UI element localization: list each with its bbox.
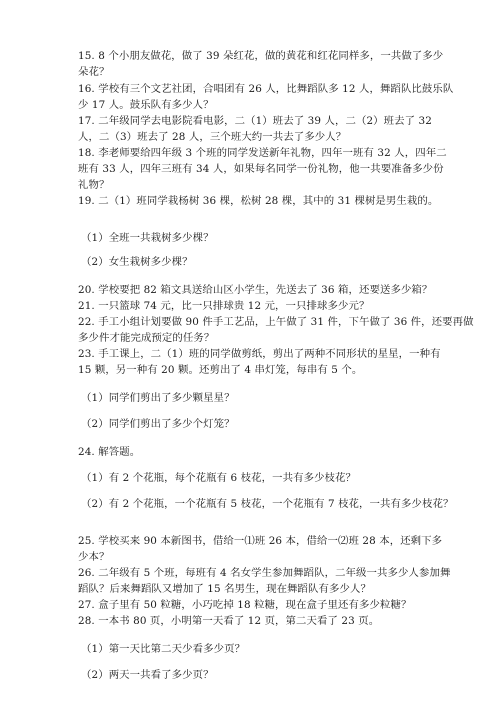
q15-line-2: 朵花？	[78, 66, 110, 78]
q24-sub-1: （1）有 2 个花瓶，每个花瓶有 6 枝花，一共有多少枝花？	[81, 472, 357, 484]
q22-line-1: 22. 手工小组计划要做 90 件手工艺品，上午做了 31 件，下午做了 36 件，还要再做	[78, 316, 474, 328]
q17-line-1: 17. 二年级同学去电影院看电影，二（1）班去了 39 人，二（2）班去了 32	[78, 115, 432, 127]
q20-line-1: 20. 学校要把 82 箱文具送给山区小学生，先送去了 36 箱，还要送多少箱？	[78, 284, 433, 296]
q23-sub-1: （1）同学们剪出了多少颗星星？	[81, 392, 235, 404]
q28-sub-1: （1）第一天比第二天少看多少页？	[81, 643, 246, 655]
q15-line-1: 15. 8 个小朋友做花，做了 39 朵红花，做的黄花和红花同样多，一共做了多少	[78, 50, 444, 62]
q19-sub-2: （2）女生栽树多少棵？	[81, 256, 193, 268]
q21-line-1: 21. 一只篮球 74 元，比一只排球贵 12 元，一只排球多少元？	[78, 300, 370, 312]
q26-line-1: 26. 二年级有 5 个班，每班有 4 名女学生参加舞蹈队，二年级一共多少人参加舞	[78, 567, 451, 579]
q24-sub-2: （2）有 2 个花瓶，一个花瓶有 5 枝花，一个花瓶有 7 枝花，一共有多少枝花？	[81, 498, 454, 510]
q17-line-2: 人，二（3）班去了 28 人，三个班大约一共去了多少人？	[78, 131, 347, 143]
q24-line-1: 24. 解答题。	[78, 446, 141, 458]
q18-line-3: 礼物？	[78, 179, 110, 191]
q23-line-1: 23. 手工课上，二（1）班的同学做剪纸，剪出了两种不同形状的星星，一种有	[78, 348, 441, 360]
q22-line-2: 多少件才能完成预定的任务？	[78, 332, 215, 344]
q23-line-2: 15 颗，另一种有 20 颗。还剪出了 4 串灯笼，每串有 5 个。	[78, 364, 363, 376]
q23-sub-2: （2）同学们剪出了多少个灯笼？	[81, 418, 235, 430]
q25-line-2: 少本？	[78, 551, 110, 563]
q18-line-2: 班有 33 人，四年三班有 34 人，如果每名同学一份礼物，他一共要准备多少份	[78, 163, 444, 175]
q16-line-1: 16. 学校有三个文艺社团，合唱团有 26 人，比舞蹈队多 12 人，舞蹈队比鼓乐队	[78, 83, 454, 95]
q19-line-1: 19. 二（1）班同学栽杨树 36 棵，松树 28 棵，其中的 31 棵树是男生栽的。	[78, 195, 439, 207]
q16-line-2: 少 17 人。鼓乐队有多少人？	[78, 99, 214, 111]
q26-line-2: 蹈队？后来舞蹈队又增加了 15 名男生，现在舞蹈队有多少人？	[78, 583, 371, 595]
q18-line-1: 18. 李老师要给四年级 3 个班的同学发送新年礼物，四年一班有 32 人，四年二	[78, 147, 447, 159]
q28-line-1: 28. 一本书 80 页，小明第一天看了 12 页，第二天看了 23 页。	[78, 615, 380, 627]
q28-sub-2: （2）两天一共看了多少页？	[81, 669, 214, 681]
q27-line-1: 27. 盒子里有 50 粒糖，小巧吃掉 18 粒糖，现在盒子里还有多少粒糖？	[78, 599, 412, 611]
q25-line-1: 25. 学校买来 90 本新图书，借给一⑴班 26 本，借给一⑵班 28 本，还剩下多	[78, 535, 443, 547]
q19-sub-1: （1）全班一共栽树多少棵？	[81, 232, 214, 244]
